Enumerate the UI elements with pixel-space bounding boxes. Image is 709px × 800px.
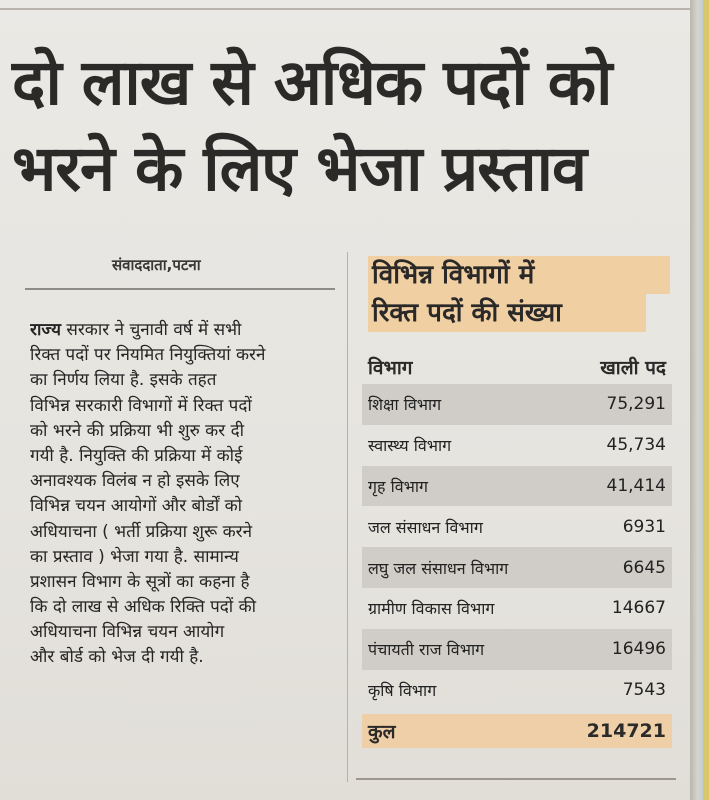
headline-line-2: भरने के लिए भेजा प्रस्ताव — [12, 132, 586, 205]
table-row — [362, 425, 672, 466]
article-line: रिक्त पदों पर नियमित नियुक्तियां करने — [30, 345, 266, 366]
article-line: विभिन्न सरकारी विभागों में रिक्त पदों — [30, 395, 252, 416]
box-title-line-2: रिक्त पदों की संख्या — [368, 294, 646, 332]
vacancy-count: 75,291 — [606, 394, 666, 415]
page-edge — [690, 0, 709, 800]
article-line: का निर्णय लिया है. इसके तहत — [30, 370, 217, 391]
header-vacancies: खाली पद — [600, 357, 666, 379]
department-name: शिक्षा विभाग — [368, 395, 442, 415]
article-line: अधियाचना विभिन्न चयन आयोग — [30, 622, 225, 643]
byline-divider — [25, 288, 335, 290]
article-line — [30, 318, 342, 343]
byline: संवाददाता,पटना — [112, 256, 201, 274]
table-row — [362, 384, 672, 425]
article-body — [30, 318, 342, 671]
article-line: प्रशासन विभाग के सूत्रों का कहना है — [30, 571, 250, 592]
article-line-text: सरकार ने चुनावी वर्ष में सभी — [60, 320, 242, 340]
vacancy-count: 45,734 — [606, 435, 666, 456]
table-header — [362, 350, 672, 384]
article-line: अधियाचना ( भर्ती प्रक्रिया शुरू करने — [30, 521, 253, 542]
top-divider — [0, 8, 690, 10]
vacancy-count: 41,414 — [606, 475, 666, 496]
article-line: और बोर्ड को भेज दी गयी है. — [30, 647, 204, 668]
headline — [12, 40, 682, 212]
department-name: कृषि विभाग — [368, 680, 437, 700]
vacancy-count: 6931 — [622, 516, 666, 537]
table-row — [362, 670, 672, 711]
vacancy-count: 6645 — [622, 557, 666, 578]
box-title — [368, 256, 670, 332]
department-name: गृह विभाग — [368, 476, 429, 496]
vacancy-count: 16496 — [611, 639, 666, 660]
box-title-line-1: विभिन्न विभागों में — [368, 256, 670, 294]
table-row — [362, 547, 672, 588]
department-name: स्वास्थ्य विभाग — [368, 436, 452, 456]
article-line: कि दो लाख से अधिक रिक्ति पदों की — [30, 597, 257, 618]
vacancy-table — [362, 350, 672, 748]
table-total-row — [362, 714, 672, 748]
table-row — [362, 629, 672, 670]
department-name: ग्रामीण विकास विभाग — [368, 599, 495, 619]
total-label: कुल — [368, 721, 396, 744]
header-department: विभाग — [368, 357, 413, 379]
department-name: जल संसाधन विभाग — [368, 517, 483, 537]
article-line: अनावश्यक विलंब न हो इसके लिए — [30, 471, 240, 492]
article-line: गयी है. नियुक्ति की प्रक्रिया में कोई — [30, 445, 243, 466]
box-bottom-divider — [356, 778, 676, 780]
total-value: 214721 — [586, 720, 666, 743]
article-line: विभिन्न चयन आयोगों और बोर्डों को — [30, 496, 243, 517]
article-line: का प्रस्ताव ) भेजा गया है. सामान्य — [30, 546, 239, 567]
vacancy-count: 7543 — [622, 679, 666, 700]
department-name: लघु जल संसाधन विभाग — [368, 558, 509, 578]
headline-line-1: दो लाख से अधिक पदों को — [12, 46, 612, 119]
table-row — [362, 466, 672, 507]
department-name: पंचायती राज विभाग — [368, 640, 485, 660]
article-lead-word: राज्य — [30, 320, 61, 340]
vacancy-count: 14667 — [611, 598, 666, 619]
article-line: को भरने की प्रक्रिया भी शुरु कर दी — [30, 420, 244, 441]
column-divider — [347, 252, 348, 782]
table-row — [362, 588, 672, 629]
edge-stripe — [703, 0, 709, 800]
table-row — [362, 506, 672, 547]
